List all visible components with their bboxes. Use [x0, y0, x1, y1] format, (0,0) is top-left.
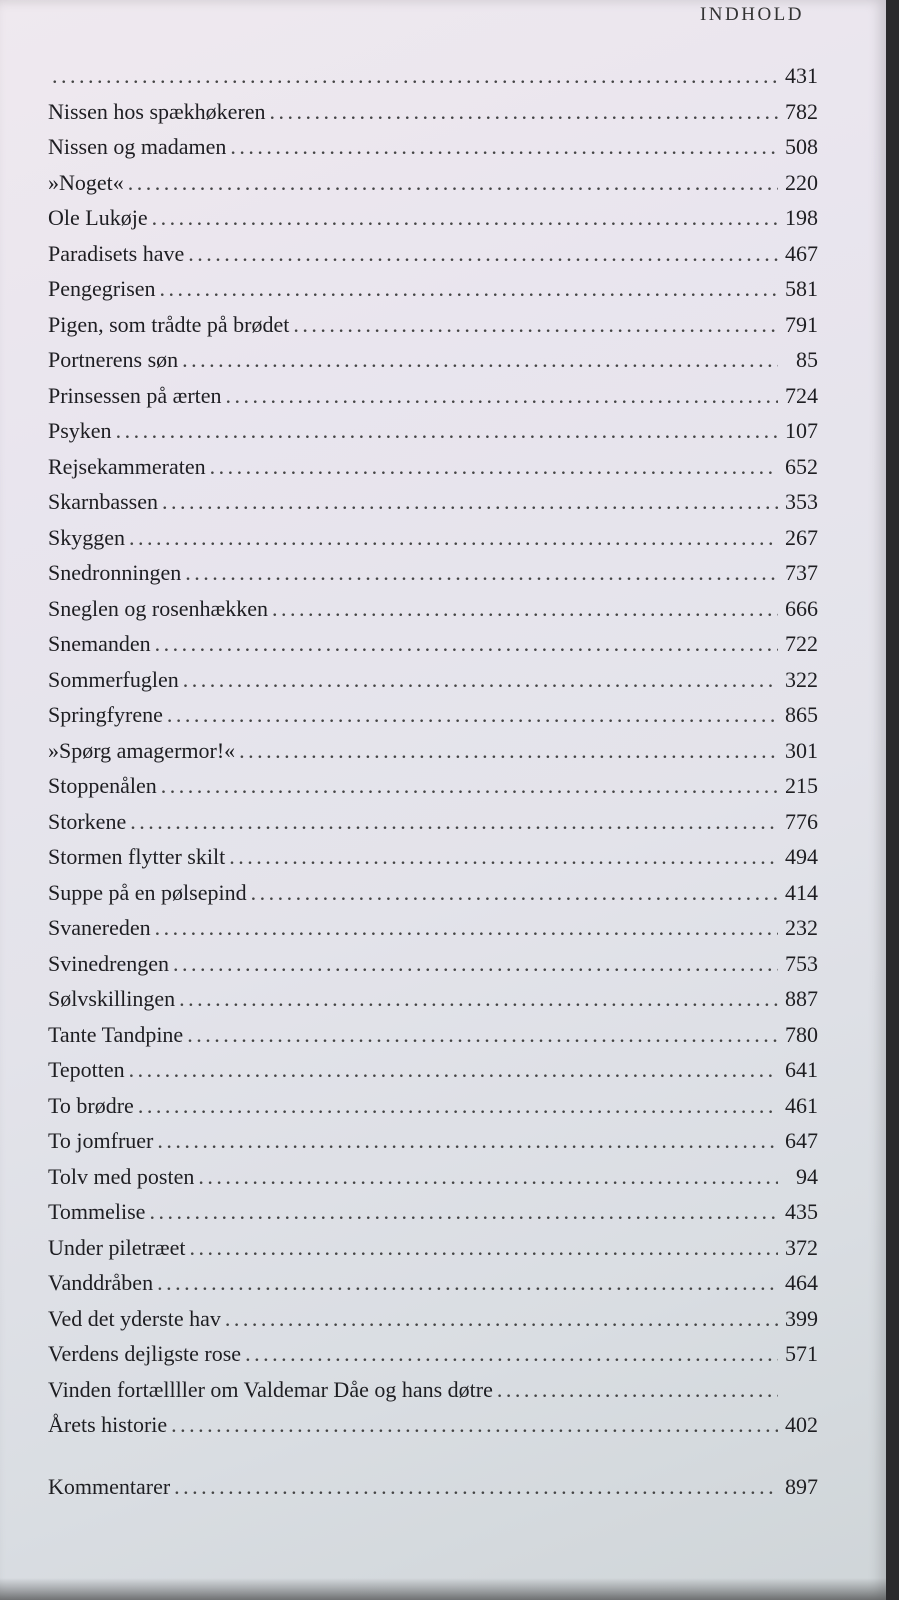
- entry-title: »Noget«: [48, 169, 124, 195]
- entry-title: Skyggen: [48, 524, 125, 550]
- entry-title: Portnerens søn: [48, 347, 179, 372]
- entry-page: 753: [785, 950, 818, 976]
- entry-page: 431: [785, 63, 818, 88]
- toc-entry: [48, 1159, 818, 1195]
- dot-leader: [155, 626, 778, 662]
- toc-entry: [48, 1230, 818, 1266]
- dot-leader: [52, 58, 778, 94]
- toc-entry: [48, 1301, 818, 1337]
- entry-page: 322: [785, 666, 818, 692]
- dot-leader: [157, 1123, 778, 1159]
- toc-entry: [48, 378, 818, 414]
- dot-leader: [179, 981, 778, 1017]
- table-of-contents: [48, 58, 818, 1504]
- entry-title: Paradisets have: [48, 240, 185, 266]
- entry-title: Tommelise: [48, 1199, 146, 1224]
- entry-page: 724: [785, 382, 818, 408]
- dot-leader: [183, 662, 778, 698]
- toc-entry: [48, 1265, 818, 1301]
- dot-leader: [270, 94, 778, 130]
- dot-leader: [189, 1230, 778, 1266]
- dot-leader: [162, 484, 778, 520]
- entry-title: Tante Tandpine: [48, 1021, 184, 1047]
- entry-title: »Spørg amagermor!«: [48, 737, 236, 763]
- entry-title: Tepotten: [48, 1057, 125, 1082]
- dot-leader: [182, 342, 778, 378]
- entry-title: Nissen hos spækhøkeren: [48, 98, 266, 124]
- toc-entry: [48, 484, 818, 520]
- toc-entry: [48, 1336, 818, 1372]
- entry-page: 220: [785, 169, 818, 195]
- entry-title: Snemanden: [48, 631, 151, 656]
- entry-page: 666: [785, 595, 818, 621]
- dot-leader: [225, 1301, 778, 1337]
- toc-entry: [48, 58, 818, 94]
- entry-title: Vanddråben: [48, 1270, 154, 1295]
- entry-title: Stoppenålen: [48, 773, 157, 798]
- entry-title: Under piletræet: [48, 1234, 186, 1260]
- entry-page: 198: [785, 205, 818, 230]
- toc-entry: [48, 662, 818, 698]
- dot-leader: [230, 129, 778, 165]
- entry-page: 791: [785, 311, 818, 337]
- dot-leader: [293, 307, 778, 343]
- toc-entry: [48, 981, 818, 1017]
- toc-entry: [48, 271, 818, 307]
- toc-entry-commentary: [48, 1469, 818, 1505]
- entry-page: 94: [796, 1163, 818, 1189]
- dot-leader: [130, 804, 778, 840]
- entry-page: 865: [785, 702, 818, 727]
- entry-page: 414: [785, 879, 818, 905]
- dot-leader: [174, 1469, 778, 1505]
- toc-entry: [48, 520, 818, 556]
- entry-title: Psyken: [48, 418, 112, 443]
- entry-title: Pigen, som trådte på brødet: [48, 311, 290, 337]
- entry-title: Svanereden: [48, 915, 151, 940]
- entry-page: 897: [785, 1473, 818, 1499]
- toc-entry: [48, 413, 818, 449]
- entry-page: 267: [785, 524, 818, 550]
- dot-leader: [210, 449, 778, 485]
- entry-page: 641: [785, 1057, 818, 1082]
- toc-entry: [48, 94, 818, 130]
- entry-title: To brødre: [48, 1092, 134, 1118]
- dot-leader: [187, 1017, 778, 1053]
- dot-leader: [245, 1336, 778, 1372]
- entry-title: Sommerfuglen: [48, 666, 179, 692]
- entry-title: Ved det yderste hav: [48, 1305, 221, 1331]
- entry-page: 494: [785, 844, 818, 869]
- entry-page: 399: [785, 1305, 818, 1331]
- dot-leader: [272, 591, 778, 627]
- toc-entry: [48, 165, 818, 201]
- dot-leader: [129, 1052, 778, 1088]
- entry-page: 652: [785, 453, 818, 479]
- toc-entry: [48, 1052, 818, 1088]
- dot-leader: [239, 733, 778, 769]
- dot-leader: [149, 1194, 778, 1230]
- toc-entry: [48, 875, 818, 911]
- entry-title: Stormen flytter skilt: [48, 844, 226, 869]
- entry-page: 372: [785, 1234, 818, 1260]
- entry-title: To jomfruer: [48, 1128, 154, 1153]
- entry-page: 402: [785, 1412, 818, 1437]
- toc-entry: [48, 236, 818, 272]
- toc-entry: [48, 200, 818, 236]
- toc-entry: [48, 733, 818, 769]
- page-bottom-shadow: [0, 1578, 886, 1600]
- dot-leader: [129, 520, 778, 556]
- dot-leader: [173, 946, 778, 982]
- entry-title: Prinsessen på ærten: [48, 382, 222, 408]
- entry-title: Årets historie: [48, 1412, 168, 1437]
- entry-title: Svinedrengen: [48, 950, 169, 976]
- dot-leader: [157, 1265, 778, 1301]
- toc-entry: [48, 1088, 818, 1124]
- entry-page: 301: [785, 737, 818, 763]
- dot-leader: [171, 1407, 778, 1443]
- entry-page: 647: [785, 1128, 818, 1153]
- toc-entry: [48, 1407, 818, 1443]
- dot-leader: [128, 165, 778, 201]
- toc-entry: [48, 839, 818, 875]
- entry-title: Nissen og madamen: [48, 134, 227, 159]
- entry-title: Vinden fortællller om Valdemar Dåe og hans døtre: [48, 1376, 493, 1402]
- entry-page: 435: [785, 1199, 818, 1224]
- entry-page: 581: [785, 276, 818, 301]
- entry-page: 737: [785, 560, 818, 585]
- dot-leader: [116, 413, 778, 449]
- dot-leader: [161, 768, 778, 804]
- entry-title: Skarnbassen: [48, 489, 158, 514]
- toc-entry: [48, 768, 818, 804]
- entry-title: Springfyrene: [48, 702, 163, 727]
- entry-page: 215: [785, 773, 818, 798]
- entry-title: Snedronningen: [48, 560, 182, 585]
- entry-page: 232: [785, 915, 818, 940]
- entry-page: 722: [785, 631, 818, 656]
- dot-leader: [152, 200, 778, 236]
- toc-entry: [48, 449, 818, 485]
- dot-leader: [185, 555, 778, 591]
- dot-leader: [251, 875, 778, 911]
- entry-title: Sølvskillingen: [48, 986, 176, 1011]
- entry-page: 461: [785, 1092, 818, 1118]
- dot-leader: [167, 697, 778, 733]
- toc-entry: [48, 307, 818, 343]
- section-spacer: [48, 1443, 818, 1469]
- entry-title: Verdens dejligste rose: [48, 1341, 242, 1366]
- dot-leader: [155, 910, 778, 946]
- entry-page: 780: [785, 1021, 818, 1047]
- toc-entry: [48, 910, 818, 946]
- toc-entry: [48, 1017, 818, 1053]
- entry-page: 464: [785, 1270, 818, 1295]
- dot-leader: [188, 236, 778, 272]
- entry-page: 508: [785, 134, 818, 159]
- toc-entry: [48, 129, 818, 165]
- toc-entry: [48, 1194, 818, 1230]
- entry-page: 85: [796, 347, 818, 372]
- entry-title: Suppe på en pølsepind: [48, 879, 247, 905]
- dot-leader: [160, 271, 778, 307]
- toc-entry: [48, 697, 818, 733]
- toc-entry: [48, 626, 818, 662]
- toc-entry: [48, 1123, 818, 1159]
- toc-entry: [48, 946, 818, 982]
- toc-entry: [48, 555, 818, 591]
- entry-page: 571: [785, 1341, 818, 1366]
- entry-title: Storkene: [48, 808, 127, 834]
- entry-page: 353: [785, 489, 818, 514]
- dot-leader: [198, 1159, 778, 1195]
- toc-entry: [48, 1372, 818, 1408]
- entry-title: Kommentarer: [48, 1473, 171, 1499]
- toc-entry: [48, 591, 818, 627]
- dot-leader: [497, 1372, 778, 1408]
- entry-page: 887: [785, 986, 818, 1011]
- running-header: INDHOLD: [699, 4, 804, 25]
- entry-title: Pengegrisen: [48, 276, 156, 301]
- dot-leader: [229, 839, 778, 875]
- dot-leader: [138, 1088, 778, 1124]
- toc-entry: [48, 804, 818, 840]
- entry-title: Ole Lukøje: [48, 205, 148, 230]
- entry-page: 467: [785, 240, 818, 266]
- entry-title: Sneglen og rosenhækken: [48, 595, 268, 621]
- entry-title: Tolv med posten: [48, 1163, 195, 1189]
- entry-title: Rejsekammeraten: [48, 453, 206, 479]
- entry-page: 776: [785, 808, 818, 834]
- entry-page: 782: [785, 98, 818, 124]
- entry-page: 107: [785, 418, 818, 443]
- toc-entry: [48, 342, 818, 378]
- dot-leader: [226, 378, 778, 414]
